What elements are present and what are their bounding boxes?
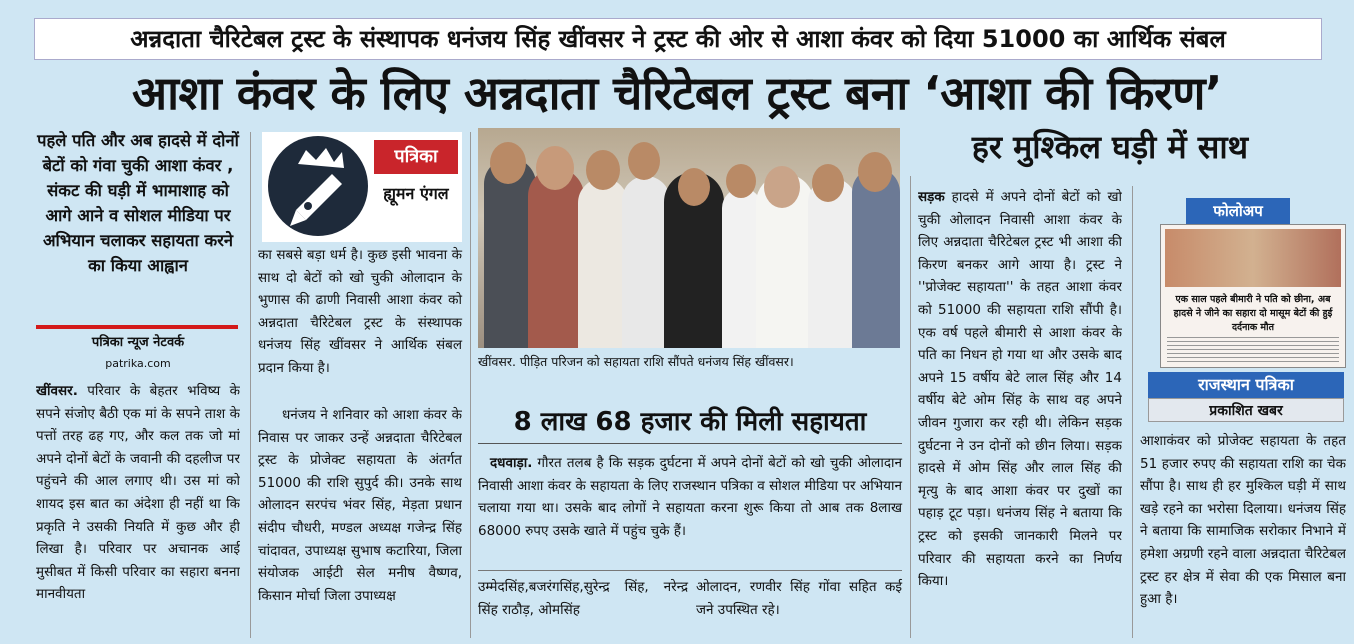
amount-dateline: दधवाड़ा. (490, 455, 533, 471)
col2-para2: धनंजय ने शनिवार को आशा कंवर के निवास पर जाकर उन्हें अन्नदाता चैरिटेबल ट्रस्ट के प्रोजेक्ट सहायता के अंतर्गत 51000 की राशि सुपुर्द की। उनके साथ ओलादन सरपंच भंवर सिंह, मेड़ता प्रधान संदीप चौधरी, मण्डल अध्यक्ष गजेन्द्र सिंह चांदावत, उपाध्यक्ष सुभाष कटारिया, जिला संयोजक आईटी सेल मनीष वैष्णव, किसान मोर्चा जिला उपाध्यक्ष (258, 407, 462, 604)
logo-angle: ह्यूमन एंगल (383, 184, 449, 203)
column-rule (1132, 186, 1133, 638)
clipping-text-lines (1167, 337, 1339, 365)
byline: पत्रिका न्यूज नेटवर्क (91, 335, 185, 350)
amount-headline: 8 लाख 68 हजार की मिली सहायता (478, 400, 902, 444)
logo-brand: पत्रिका (374, 140, 458, 174)
clipping-headline: एक साल पहले बीमारी ने पति को छीना, अब हादसे ने जीने का सहारा दो मासूम बेटों की हुई दर्दनाक मौत (1173, 294, 1333, 333)
column-rule (250, 132, 251, 638)
dateline: खींवसर. (36, 383, 78, 399)
story-col1 (36, 380, 240, 642)
story-col4 (918, 186, 1122, 630)
followup-tab: फोलोअप (1186, 198, 1290, 224)
clipping-photo (1165, 229, 1341, 287)
col2-para1: का सबसे बड़ा धर्म है। कुछ इसी भावना के साथ दो बेटों को खो चुकी ओलादान के भुणास की ढाणी निवासी आशा कंवर को अन्नदाता चैरिटेबल ट्रस्ट के संस्थापक धनंजय सिंह खींवसर ने आर्थिक संबल प्रदान किया है। (258, 247, 462, 376)
headline: आशा कंवर के लिए अन्नदाता चैरिटेबल ट्रस्ट बना ‘आशा की किरण’ (131, 66, 1223, 120)
pen-crown-icon (268, 136, 368, 236)
published-news-label: प्रकाशित खबर (1148, 398, 1344, 422)
col4-body: हादसे में अपने दोनों बेटों को खो चुकी ओलादन निवासी आशा कंवर के लिए अन्नदाता चैरिटेबल ट्रस्ट भी आशा की किरण बनकर आगे आया है। ट्रस्ट ने ''प्रोजेक्ट सहायता'' के तहत आशा कंवर को 51000 की सहायता राशि सौंपी है। एक वर्ष पहले बीमारी से आशा कंवर के पति का निधन हो गया था और उसके बाद अपने 15 वर्षीय बेटे लाल सिंह और 14 वर्षीय बेटे ओम सिंह के साथ वह अपने जीवन गुजारा कर रही थी। लेकिन सड़क दुर्घटना ने उन दोनों को छीन लिया। सड़क हादसे में ओम सिंह और लाल सिंह की मृत्यु के बाद आशा कंवर पर दुखों का पहाड़ टूट पड़ा। धनंजय सिंह ने बताया कि ट्रस्ट को इसकी जानकारी मिलने पर परिवार की सहायता करने का निर्णय किया। (918, 189, 1122, 590)
section-headline: हर मुश्किल घड़ी में साथ (971, 128, 1249, 166)
rajasthan-patrika-brand: राजस्थान पत्रिका (1148, 372, 1344, 398)
col4-dateline: सड़क (918, 189, 945, 205)
amount-divider (478, 570, 902, 571)
human-angle-logo (262, 132, 462, 242)
kicker-strap: अन्नदाता चैरिटेबल ट्रस्ट के संस्थापक धनंजय सिंह खींवसर ने ट्रस्ट की ओर से आशा कंवर को दिया 51000 का आर्थिक संबल (34, 18, 1322, 60)
names-left: उम्मेदसिंह,बजरंगसिंह,सुरेन्द्र सिंह, नरेन्द्र सिंह राठौड़, ओमसिंह (478, 579, 688, 618)
deck: पहले पति और अब हादसे में दोनों बेटों को गंवा चुकी आशा कंवर , संकट की घड़ी में भामाशाह को आगे आने व सोशल मीडिया पर अभियान चलाकर सहायता करने का किया आह्वान (37, 131, 239, 275)
story-col5: आशाकंवर को प्रोजेक्ट सहायता के तहत 51 हजार रुपए की सहायता राशि का चेक सौंपा है। साथ ही हर मुश्किल घड़ी में साथ खड़े रहने का भरोसा दिलाया। धनंजय सिंह ने बताया कि सामाजिक सरोकार निभाने में हमेशा अग्रणी रहने वाला अन्नदाता चैरिटेबल ट्रस्ट हर क्षेत्र में सेवा की एक मिसाल बना हुआ है। (1140, 433, 1346, 608)
col1-body: परिवार के बेहतर भविष्य के सपने संजोए बैठी एक मां के सपने ताश के पत्तों तरह ढह गए, और कल तक जो मां अपने दोनों बेटों के जवानी की दहलीज पर पहुंचने की आल लगाए थी। उस मां को शायद इस बात का अंदेशा ही नहीं था कि प्रकृति ने उसकी नियति में कुछ और ही लिखा है। परिवार पर अचानक आई मुसीबत में किसी परिवार का सहारा बनना मानवीयता (36, 383, 240, 603)
amount-story (478, 452, 902, 542)
photo-caption: खींवसर. पीड़ित परिजन को सहायता राशि सौंपते धनंजय सिंह खींवसर। (478, 354, 794, 369)
site-link[interactable]: patrika.com (105, 357, 171, 370)
amount-body: गौरत तलब है कि सड़क दुर्घटना में अपने दोनों बेटों को खो चुकी ओलादान निवासी आशा कंवर के सहायता के लिए राजस्थान पत्रिका व सोशल मीडिया पर अभियान चलाया गया था। उसके बाद लोगों ने सहायता करना शुरू किया तो आब तक 8लाख 68000 रुपए उसके खाते में पहुंच चुके हैं। (478, 455, 902, 539)
deck-divider (36, 325, 238, 329)
column-rule (910, 176, 911, 638)
names-right: ओलादन, रणवीर सिंह गोंवा सहित कई जने उपस्थित रहे। (696, 579, 902, 618)
followup-clipping (1160, 224, 1346, 368)
news-photo (478, 128, 900, 348)
column-rule (470, 132, 471, 638)
